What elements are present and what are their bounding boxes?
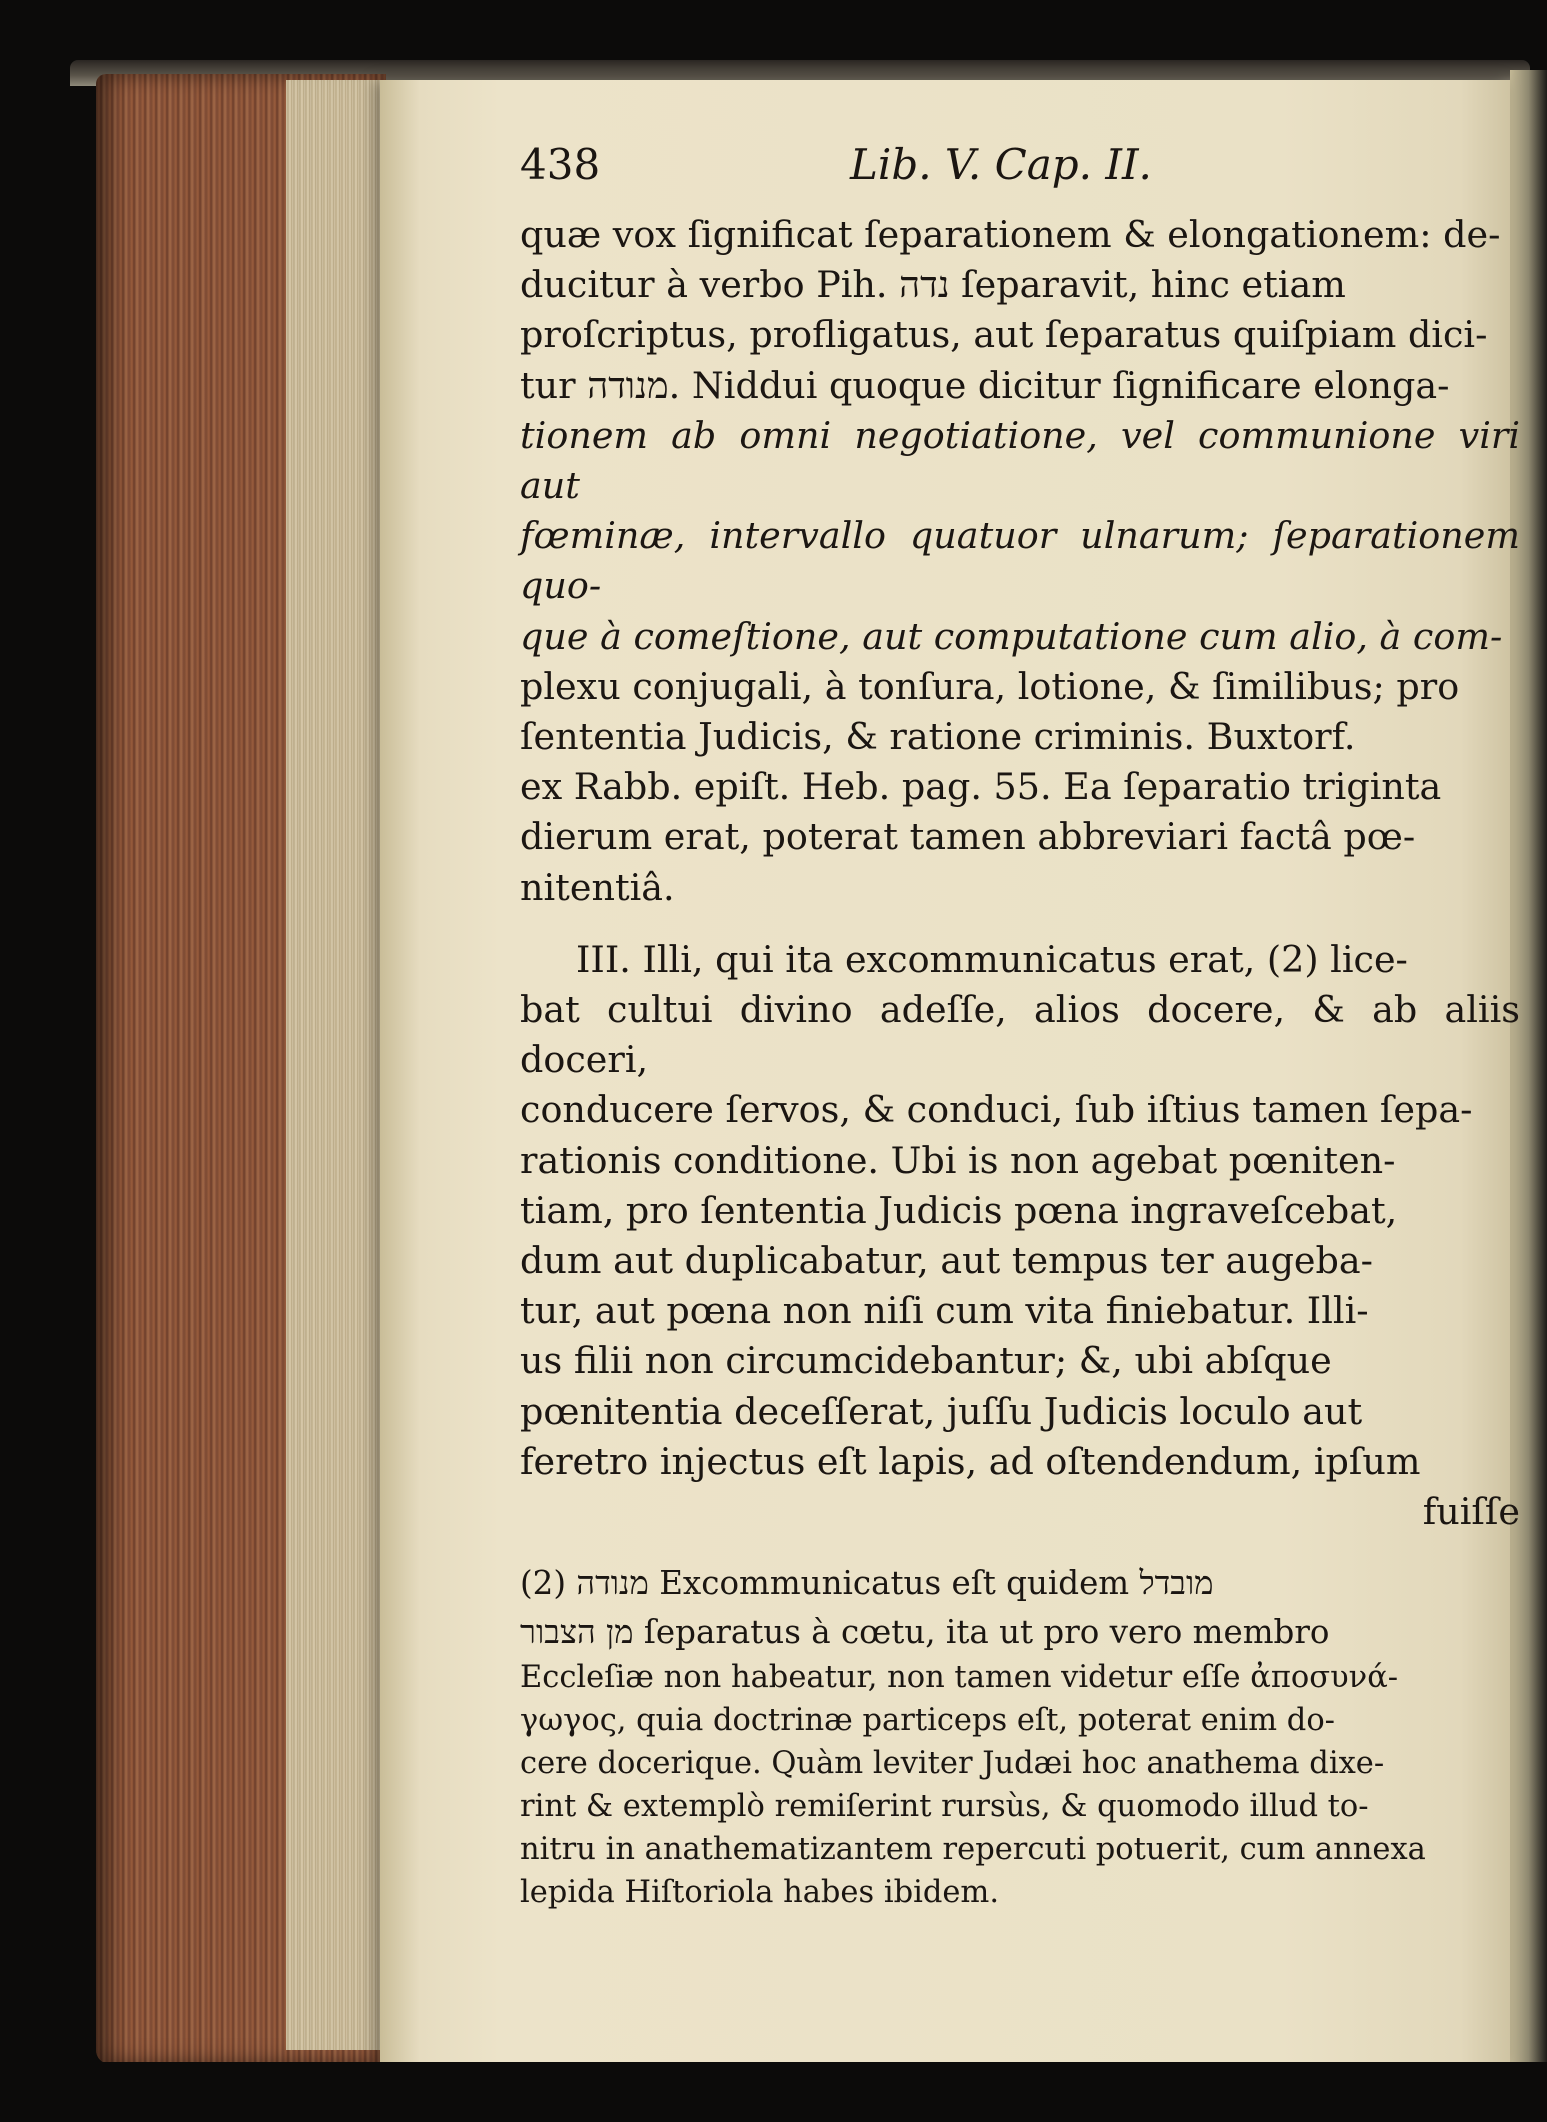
text-line: pœnitentia deceſſerat, juſſu Judicis loculo aut <box>520 1389 1363 1433</box>
footnote-line: γωγος, quia doctrinæ particeps eſt, poterat enim do- <box>520 1703 1335 1739</box>
footnote <box>520 1559 1520 1914</box>
text-line: tionem ab omni negotiatione, vel communione viri aut <box>520 413 1520 508</box>
text-line: tiam, pro ſententia Judicis pœna ingraveſcebat, <box>520 1188 1398 1232</box>
footnote-line: cere docerique. Quàm leviter Judæi hoc anathema dixe- <box>520 1746 1385 1782</box>
footnote-line: (2) מנודה Excommunicatus eſt quidem מובדל <box>520 1564 1214 1603</box>
text-line: dierum erat, poterat tamen abbreviari factâ pœ- <box>520 815 1416 859</box>
main-text <box>520 210 1520 1537</box>
text-line: conducere ſervos, & conduci, ſub iſtius tamen ſepa- <box>520 1088 1473 1132</box>
running-header <box>520 140 1520 210</box>
paragraph-gap <box>520 913 1520 935</box>
footnote-gap <box>520 1537 1520 1559</box>
text-line: rationis conditione. Ubi is non agebat pœniten- <box>520 1138 1396 1182</box>
catchword: fuiſſe <box>1422 1490 1520 1534</box>
text-line: fœminæ, intervallo quatuor ulnarum; ſeparationem quo- <box>520 514 1520 608</box>
page-number: 438 <box>520 140 601 189</box>
running-title: Lib. V. Cap. II. <box>850 140 1152 189</box>
text-line: proſcriptus, profligatus, aut ſeparatus quiſpiam dici- <box>520 313 1488 357</box>
text-line: bat cultui divino adeſſe, alios docere, & ab aliis doceri, <box>520 988 1520 1082</box>
text-line: III. Illi, qui ita excommunicatus erat, (2) lice- <box>576 937 1408 981</box>
text-line: tur מנודה. Niddui quoque dicitur ſignificare elonga- <box>520 363 1450 407</box>
scan-background <box>0 2062 1547 2122</box>
footnote-line: מן הצבור ſeparatus à cœtu, ita ut pro vero membro <box>520 1612 1330 1651</box>
text-line: ſententia Judicis, & ratione criminis. Buxtorf. <box>520 715 1356 759</box>
text-line: us filii non circumcidebantur; &, ubi abſque <box>520 1339 1332 1383</box>
text-line: quæ vox ſignificat ſeparationem & elongationem: de- <box>520 213 1501 256</box>
text-line: nitentiâ. <box>520 865 675 909</box>
text-line: dum aut duplicabatur, aut tempus ter augeba- <box>520 1239 1373 1283</box>
text-line: que à comeſtione, aut computatione cum alio, à com- <box>520 614 1503 658</box>
text-line: ex Rabb. epiſt. Heb. pag. 55. Ea ſeparatio triginta <box>520 765 1442 809</box>
text-line: plexu conjugali, à tonſura, lotione, & ſimilibus; pro <box>520 664 1460 708</box>
text-line: ducitur à verbo Pih. נדה ſeparavit, hinc etiam <box>520 263 1346 307</box>
footnote-line: rint & extemplò remiſerint rursùs, & quomodo illud to- <box>520 1789 1369 1825</box>
text-line: feretro injectus eſt lapis, ad oſtendendum, ipſum <box>520 1439 1421 1483</box>
text-line: tur, aut pœna non niſi cum vita finiebatur. Illi- <box>520 1289 1369 1333</box>
footnote-line: nitru in anathematizantem repercuti potuerit, cum annexa <box>520 1832 1426 1868</box>
footnote-line: lepida Hiſtoriola habes ibidem. <box>520 1875 1000 1911</box>
book-page <box>380 80 1520 2065</box>
footnote-line: Eccleſiæ non habeatur, non tamen videtur eſſe ἀποσυνά- <box>520 1660 1399 1696</box>
page-edges-stack <box>286 80 386 2050</box>
page-text-block <box>520 140 1520 1914</box>
